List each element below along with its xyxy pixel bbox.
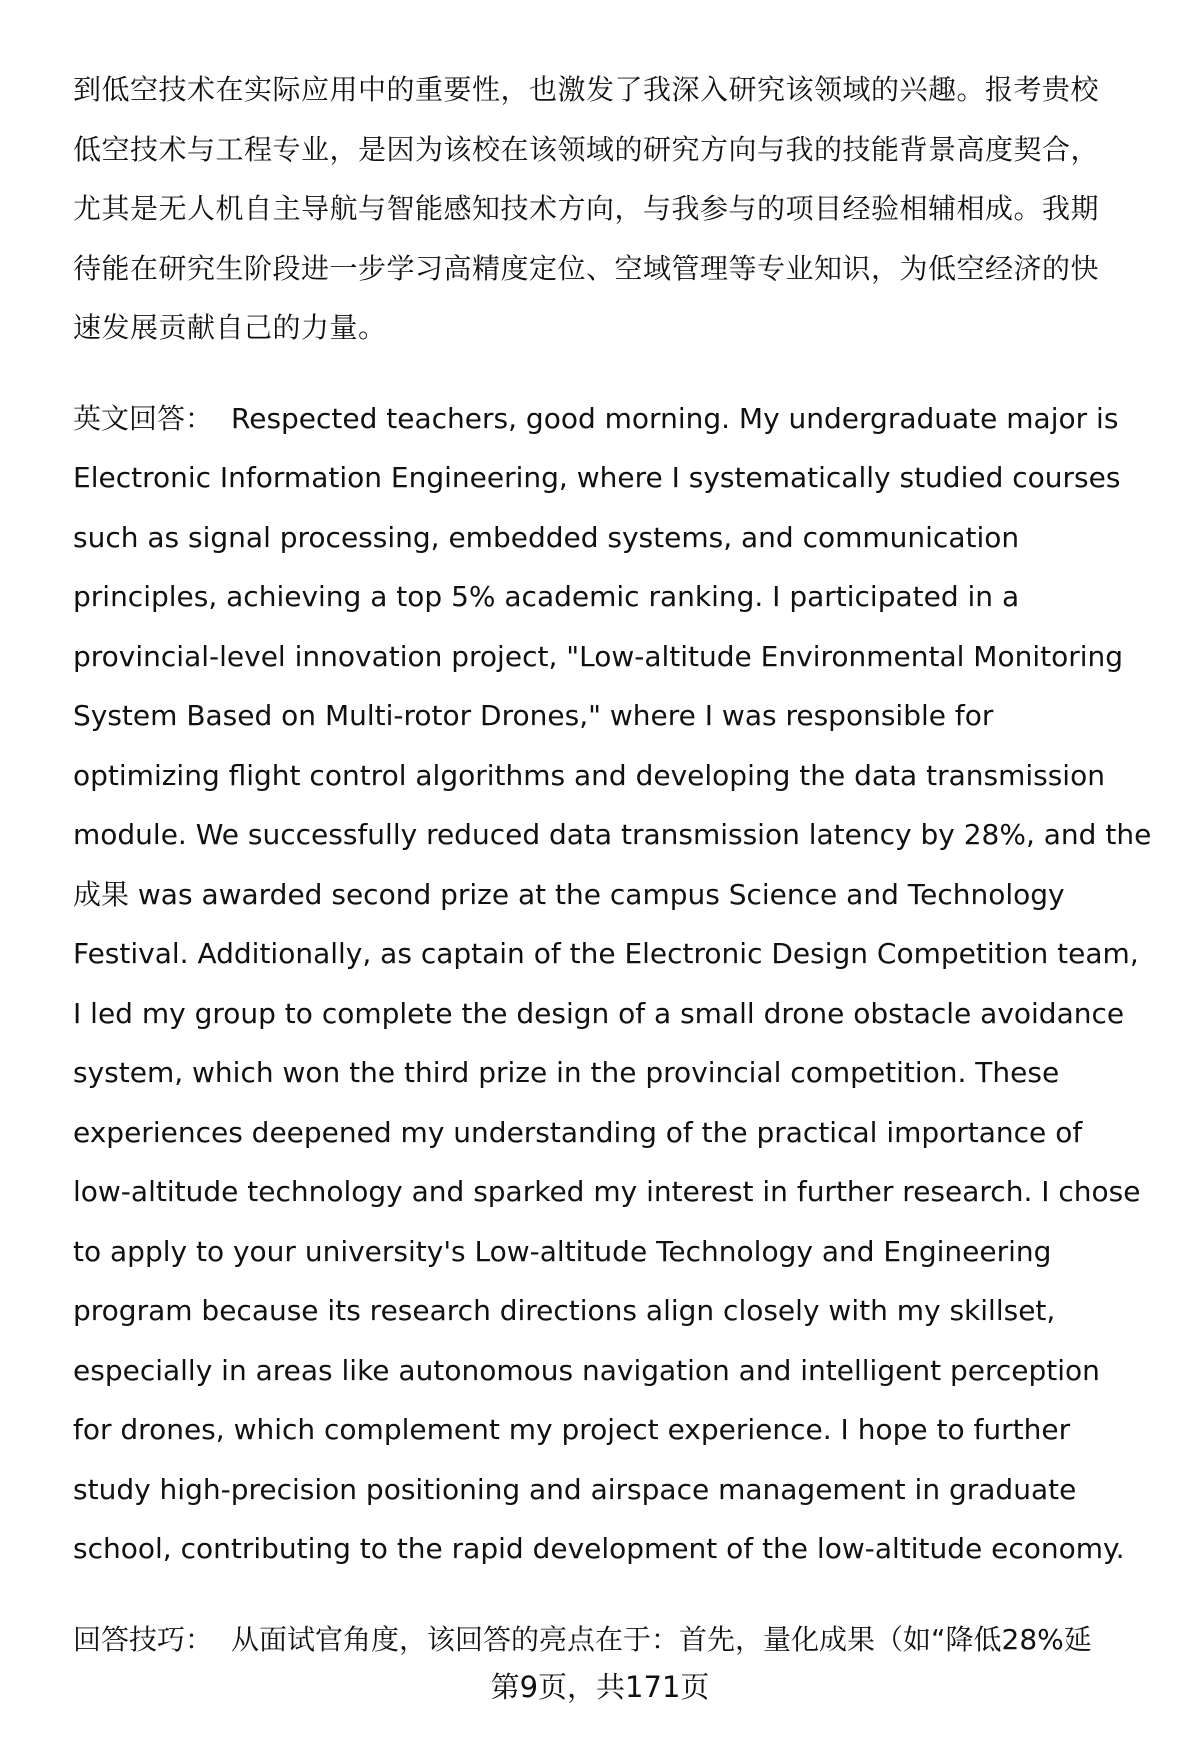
text-line: especially in areas like autonomous navigation and intelligent perception	[73, 1353, 1100, 1387]
text-line: module. We successfully reduced data transmission latency by 28%, and the	[73, 818, 1152, 851]
text-line-content: 从面试官角度，该回答的亮点在于：首先，量化成果（如“降低28%延	[231, 1622, 1092, 1656]
text-line: study high-precision positioning and airspace management in graduate	[73, 1472, 1077, 1506]
answer-tips-paragraph	[73, 1610, 1158, 1670]
english-answer-paragraph	[73, 389, 1158, 1579]
chinese-paragraph	[73, 60, 1158, 358]
text-line: 成果 was awarded second prize at the campus Science and Technology	[73, 877, 1065, 911]
text-line	[73, 1610, 1158, 1670]
text-line: System Based on Multi-rotor Drones," where I was responsible for	[73, 699, 994, 732]
english-answer-label: 英文回答：	[73, 401, 214, 435]
text-line: 速发展贡献自己的力量。	[73, 311, 387, 344]
text-line: optimizing flight control algorithms and developing the data transmission	[73, 758, 1105, 792]
text-line: 待能在研究生阶段进一步学习高精度定位、空域管理等专业知识，为低空经济的快	[73, 251, 1100, 285]
text-line: for drones, which complement my project experience. I hope to further	[73, 1413, 1071, 1446]
text-line	[73, 389, 1158, 449]
text-line: to apply to your university's Low-altitude Technology and Engineering	[73, 1234, 1052, 1268]
text-line: provincial-level innovation project, "Low-altitude Environmental Monitoring	[73, 639, 1124, 673]
text-line: low-altitude technology and sparked my interest in further research. I chose	[73, 1175, 1141, 1208]
text-line: such as signal processing, embedded systems, and communication	[73, 520, 1020, 554]
text-line-content: Respected teachers, good morning. My undergraduate major is	[231, 401, 1119, 435]
page-indicator: 第9页，共171页	[490, 1670, 710, 1704]
text-line: Festival. Additionally, as captain of the Electronic Design Competition team,	[73, 937, 1139, 970]
document-page	[73, 60, 1158, 1669]
text-line: principles, achieving a top 5% academic ranking. I participated in a	[73, 580, 1020, 613]
text-line: Electronic Information Engineering, where I systematically studied courses	[73, 461, 1121, 494]
text-line: I led my group to complete the design of a small drone obstacle avoidance	[73, 996, 1125, 1030]
text-line: program because its research directions align closely with my skillset,	[73, 1294, 1056, 1327]
text-line: experiences deepened my understanding of the practical importance of	[73, 1115, 1083, 1149]
text-line: 到低空技术在实际应用中的重要性，也激发了我深入研究该领域的兴趣。报考贵校	[73, 73, 1100, 106]
text-line: 低空技术与工程专业，是因为该校在该领域的研究方向与我的技能背景高度契合，	[73, 132, 1100, 166]
text-line: school, contributing to the rapid development of the low-altitude economy.	[73, 1532, 1125, 1565]
text-line: 尤其是无人机自主导航与智能感知技术方向，与我参与的项目经验相辅相成。我期	[73, 192, 1100, 225]
answer-tips-label: 回答技巧：	[73, 1622, 214, 1656]
text-line: system, which won the third prize in the provincial competition. These	[73, 1056, 1060, 1089]
